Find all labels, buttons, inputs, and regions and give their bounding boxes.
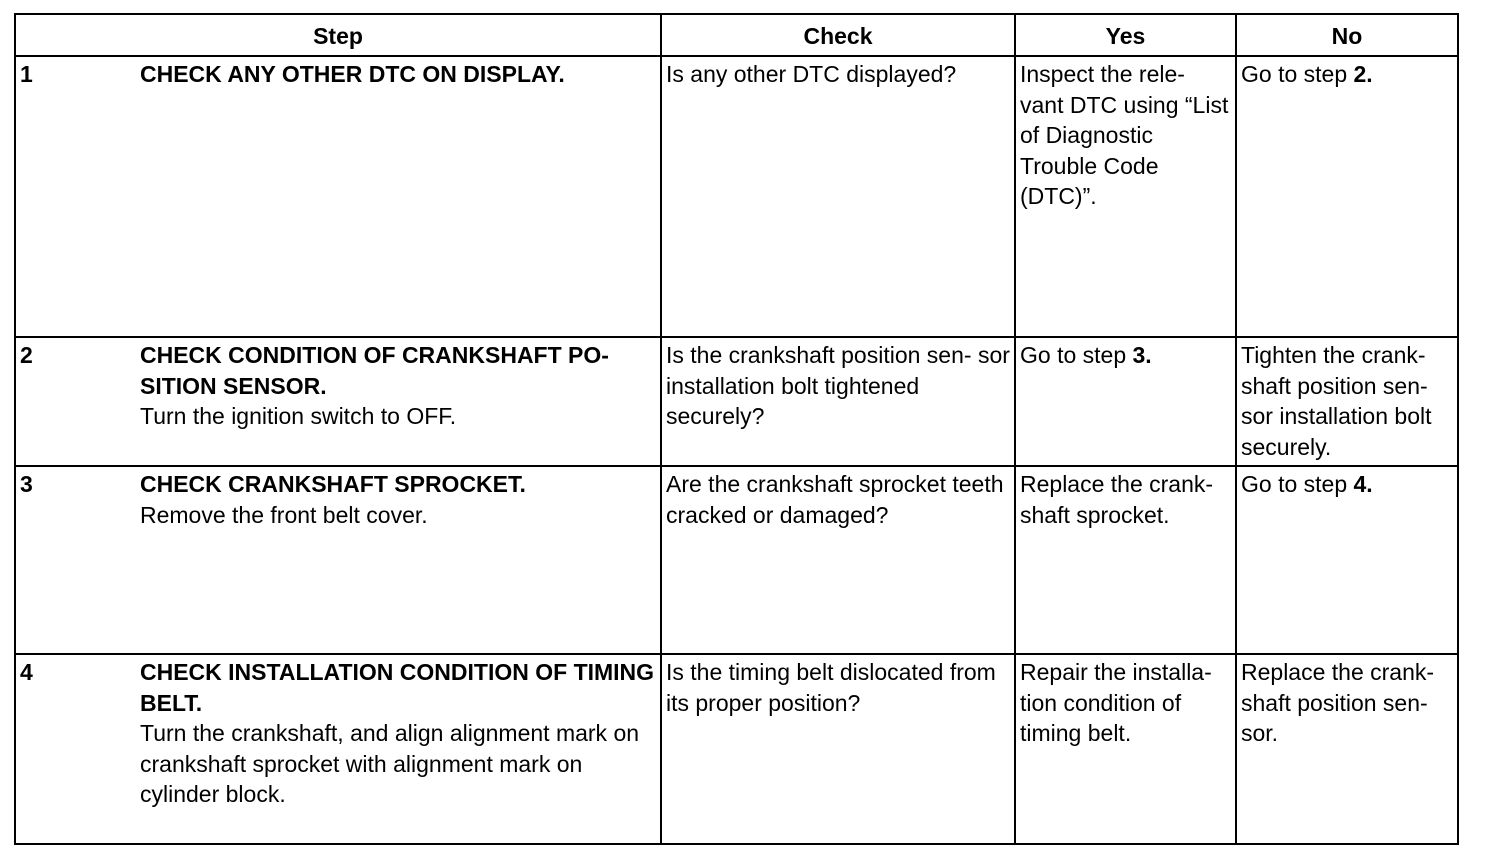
step-cell — [15, 654, 661, 844]
no-cell — [1236, 466, 1458, 654]
yes-cell: Repair the installa- tion condition of timing belt. — [1015, 654, 1236, 844]
table-row — [15, 56, 1458, 337]
header-yes: Yes — [1015, 14, 1236, 56]
header-row — [15, 14, 1458, 56]
no-cell: Tighten the crank- shaft position sen- sor installation bolt securely. — [1236, 337, 1458, 466]
header-no: No — [1236, 14, 1458, 56]
check-cell: Is the crankshaft position sen- sor installation bolt tightened securely? — [661, 337, 1015, 466]
table-row — [15, 654, 1458, 844]
diagnostic-table — [14, 13, 1459, 845]
table-row — [15, 466, 1458, 654]
yes-cell — [1015, 337, 1236, 466]
step-title: CHECK INSTALLATION CONDITION OF TIMING BELT. — [140, 659, 655, 716]
step-description: Turn the crankshaft, and align alignment mark on crankshaft sprocket with alignment mark on cylinder block. — [140, 720, 640, 807]
header-check: Check — [661, 14, 1015, 56]
step-number: 2 — [20, 342, 33, 368]
step-number: 3 — [20, 471, 33, 497]
step-reference: 2. — [1353, 61, 1373, 87]
no-cell — [1236, 56, 1458, 337]
table-row — [15, 337, 1458, 466]
no-text: Go to step — [1241, 61, 1354, 87]
yes-cell: Replace the crank- shaft sprocket. — [1015, 466, 1236, 654]
no-cell: Replace the crank- shaft position sen- sor. — [1236, 654, 1458, 844]
yes-text: Go to step — [1020, 342, 1133, 368]
step-number: 4 — [20, 659, 33, 685]
step-description: Turn the ignition switch to OFF. — [140, 403, 457, 429]
step-description: Remove the front belt cover. — [140, 501, 428, 528]
step-cell — [15, 337, 661, 466]
step-reference: 4. — [1353, 471, 1373, 497]
check-cell: Is any other DTC displayed? — [661, 56, 1015, 337]
no-text: Go to step — [1241, 471, 1354, 497]
check-cell: Are the crankshaft sprocket teeth cracked or damaged? — [661, 466, 1015, 654]
step-title: CHECK CRANKSHAFT SPROCKET. — [140, 471, 526, 497]
step-number: 1 — [20, 61, 33, 87]
step-reference: 3. — [1132, 342, 1152, 368]
yes-cell: Inspect the rele- vant DTC using “List of Diagnostic Trouble Code (DTC)”. — [1015, 56, 1236, 337]
header-step: Step — [15, 14, 661, 56]
step-title: CHECK ANY OTHER DTC ON DISPLAY. — [140, 61, 565, 87]
step-cell — [15, 466, 661, 654]
check-cell: Is the timing belt dislocated from its proper position? — [661, 654, 1015, 844]
step-title: CHECK CONDITION OF CRANKSHAFT PO- SITION SENSOR. — [140, 342, 609, 399]
step-cell — [15, 56, 661, 337]
